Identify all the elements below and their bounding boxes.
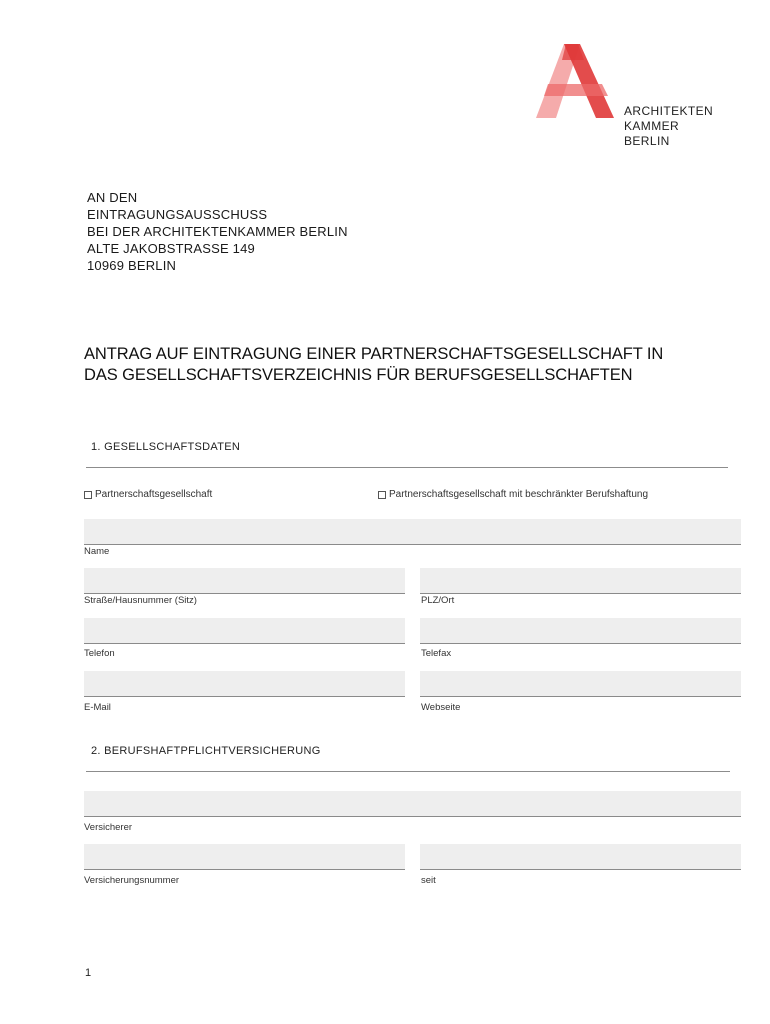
address-line: EINTRAGUNGSAUSSCHUSS bbox=[87, 207, 268, 222]
email-label: E-Mail bbox=[84, 702, 111, 713]
plz-ort-label: PLZ/Ort bbox=[421, 595, 455, 606]
email-field[interactable] bbox=[84, 671, 405, 697]
street-label: Straße/Hausnummer (Sitz) bbox=[84, 595, 197, 606]
org-line-2: KAMMER bbox=[624, 119, 680, 133]
checkbox-box[interactable] bbox=[378, 491, 386, 499]
checkbox-partnerschaft-mbb[interactable] bbox=[378, 489, 648, 500]
address-line: 10969 BERLIN bbox=[87, 258, 177, 273]
insurer-field[interactable] bbox=[84, 791, 741, 817]
website-label: Webseite bbox=[421, 702, 461, 713]
address-line: AN DEN bbox=[87, 190, 138, 205]
name-label: Name bbox=[84, 546, 110, 557]
title-line-1: ANTRAG AUF EINTRAGUNG EINER PARTNERSCHAFTSGESELLSCHAFT IN bbox=[84, 345, 664, 363]
section-1-heading: 1. GESELLSCHAFTSDATEN bbox=[91, 441, 241, 453]
policy-number-label: Versicherungsnummer bbox=[84, 875, 180, 886]
plz-ort-field[interactable] bbox=[420, 568, 741, 594]
phone-field[interactable] bbox=[84, 618, 405, 644]
address-line: BEI DER ARCHITEKTENKAMMER BERLIN bbox=[87, 224, 348, 239]
since-field[interactable] bbox=[420, 844, 741, 870]
recipient-address bbox=[87, 189, 348, 274]
checkbox-partnerschaft[interactable] bbox=[84, 489, 212, 500]
document-title bbox=[84, 344, 744, 386]
name-field[interactable] bbox=[84, 519, 741, 545]
checkbox-label: Partnerschaftsgesellschaft mit beschränkter Berufshaftung bbox=[389, 489, 649, 500]
architektenkammer-logo bbox=[536, 44, 614, 118]
section-2-heading: 2. BERUFSHAFTPFLICHTVERSICHERUNG bbox=[91, 745, 321, 757]
checkbox-label: Partnerschaftsgesellschaft bbox=[95, 489, 213, 500]
section-1-divider bbox=[86, 467, 728, 468]
organization-name bbox=[624, 104, 713, 149]
phone-label: Telefon bbox=[84, 648, 115, 659]
page-number: 1 bbox=[85, 967, 92, 979]
section-2-divider bbox=[86, 771, 730, 772]
logo-bar bbox=[544, 84, 608, 96]
checkbox-box[interactable] bbox=[84, 491, 92, 499]
policy-number-field[interactable] bbox=[84, 844, 405, 870]
street-field[interactable] bbox=[84, 568, 405, 594]
since-label: seit bbox=[421, 875, 436, 886]
org-line-3: BERLIN bbox=[624, 134, 670, 148]
fax-field[interactable] bbox=[420, 618, 741, 644]
website-field[interactable] bbox=[420, 671, 741, 697]
org-line-1: ARCHITEKTEN bbox=[624, 104, 714, 118]
insurer-label: Versicherer bbox=[84, 822, 133, 833]
fax-label: Telefax bbox=[421, 648, 452, 659]
title-line-2: DAS GESELLSCHAFTSVERZEICHNIS FÜR BERUFSGESELLSCHAFTEN bbox=[84, 366, 633, 384]
address-line: ALTE JAKOBSTRASSE 149 bbox=[87, 241, 255, 256]
